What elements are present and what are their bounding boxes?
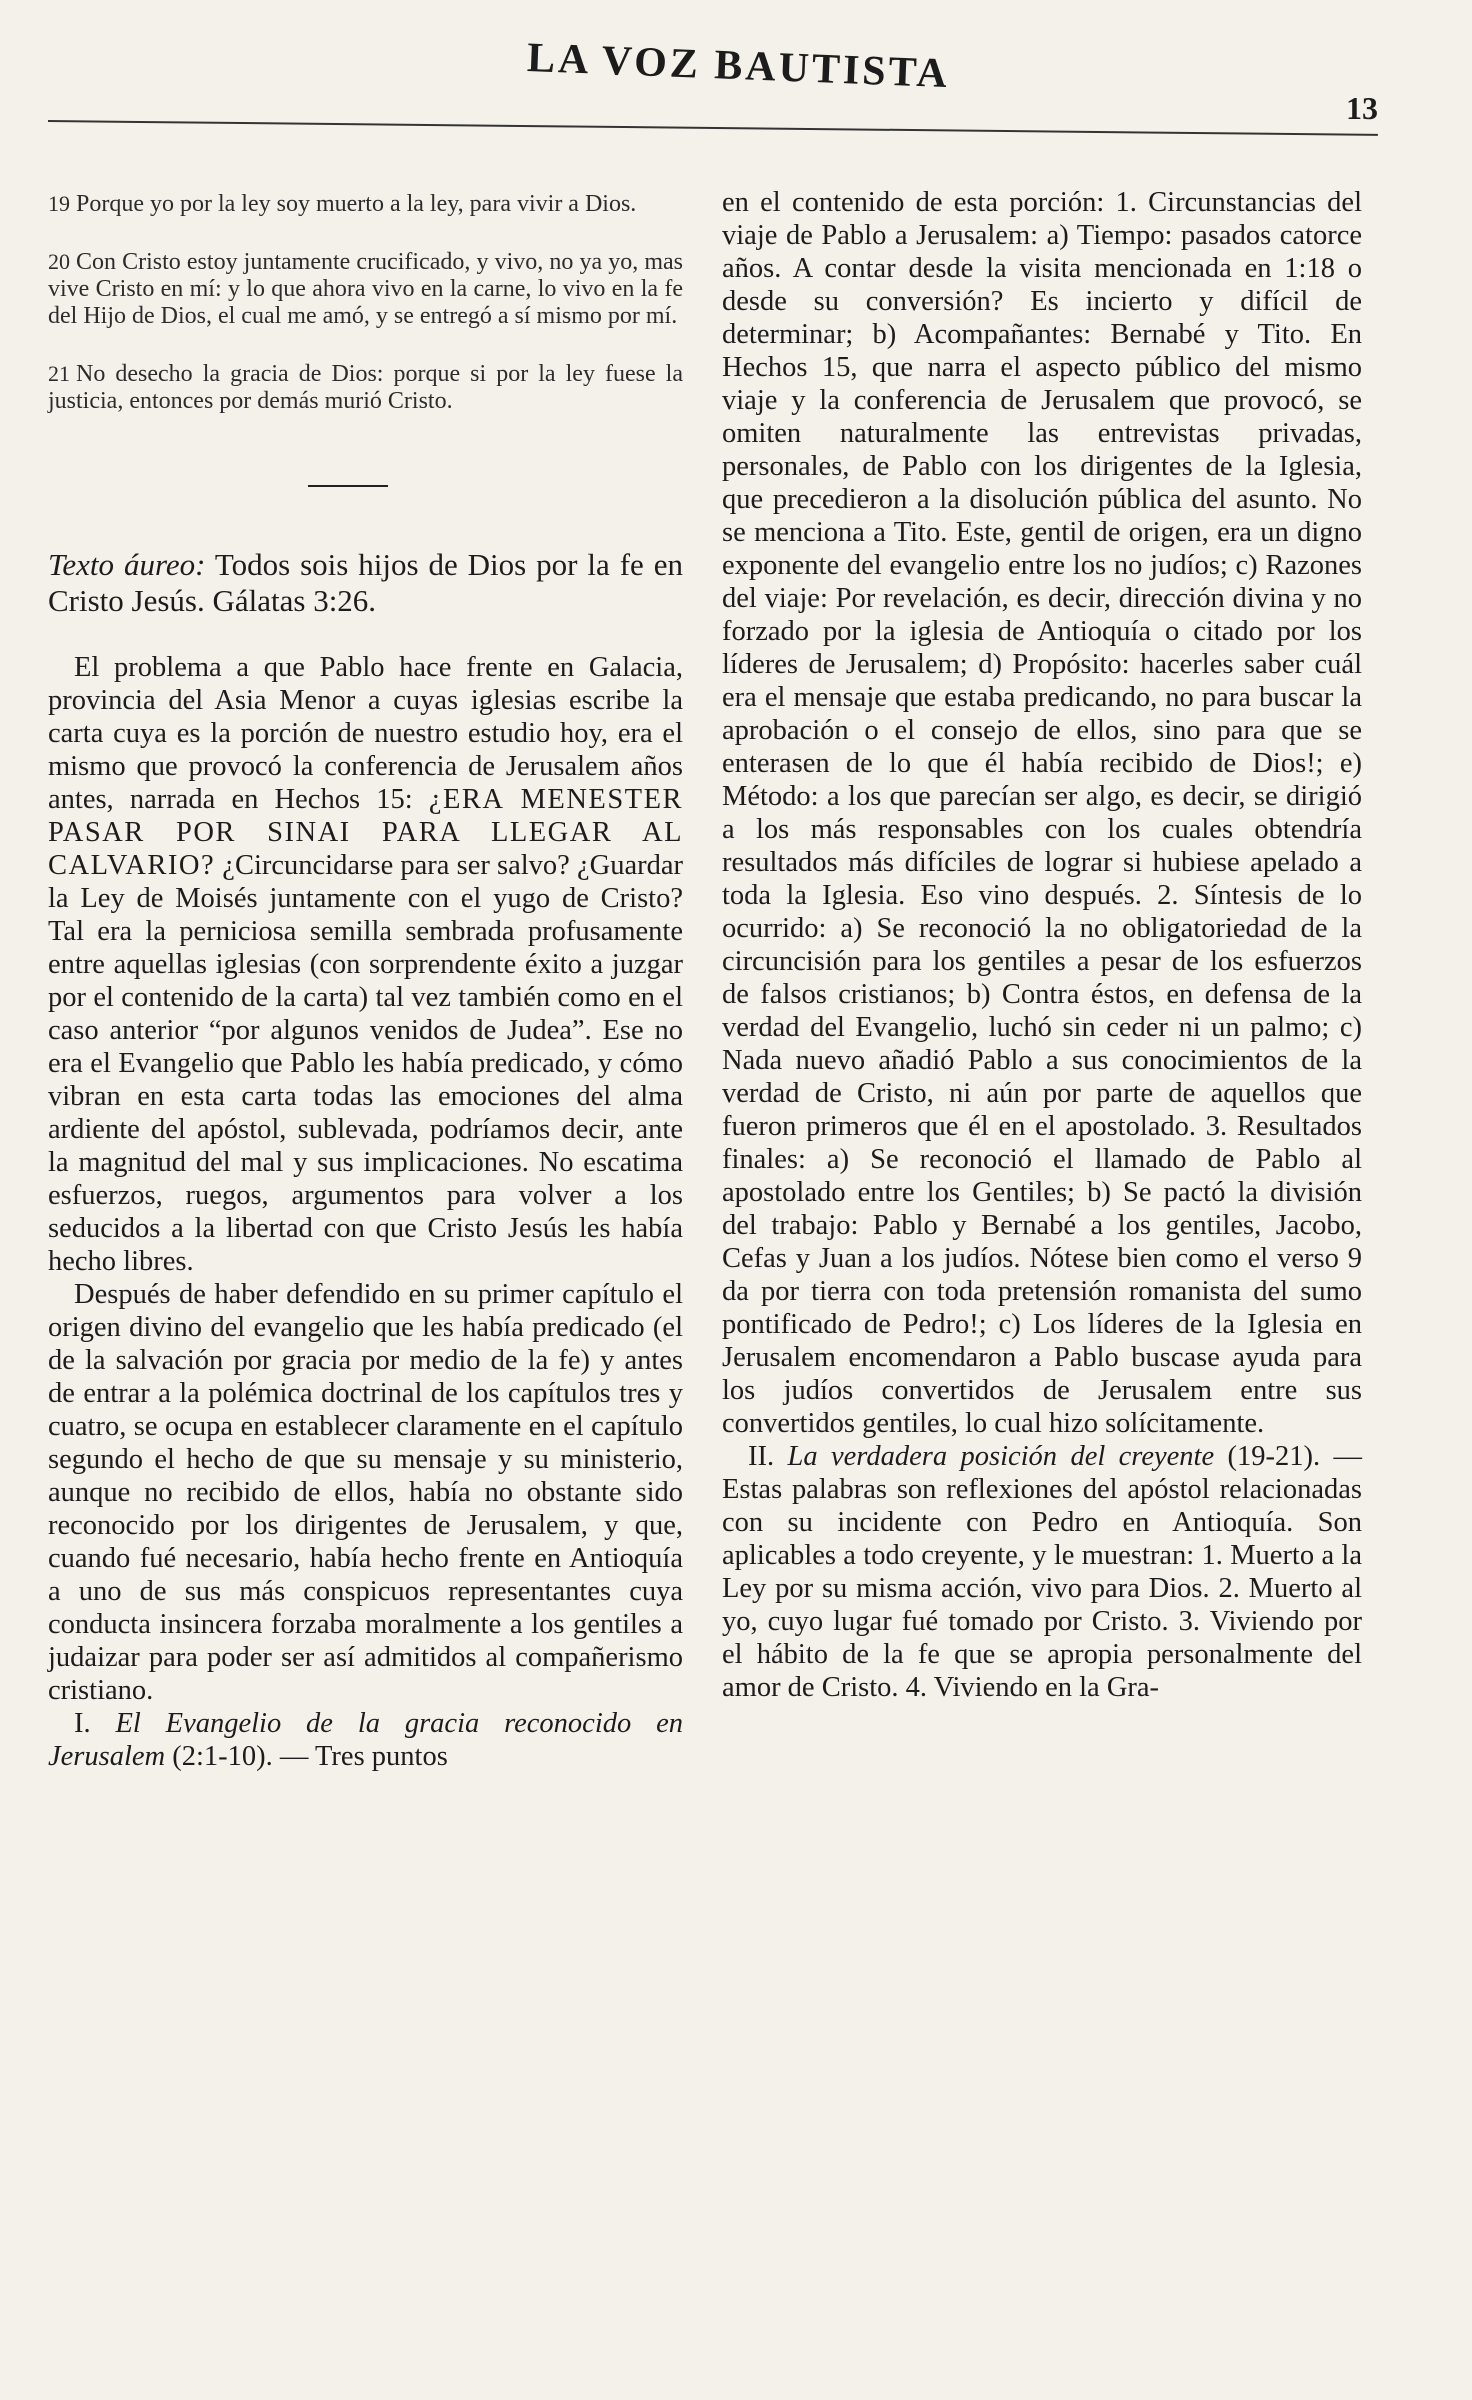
verse-text: No desecho la gracia de Dios: porque si por la ley fuese la justicia, entonces por demás murió Cristo.: [48, 361, 683, 414]
verse-19: [48, 190, 683, 218]
section-number: II.: [748, 1441, 775, 1472]
verse-20: [48, 248, 683, 330]
golden-text-label: Texto áureo:: [48, 547, 206, 582]
section-heading-paragraph: [722, 1440, 1362, 1704]
verse-text: Con Cristo estoy juntamente crucificado, y vivo, no ya yo, mas vive Cristo en mí: y lo que ahora vivo en la carne, lo vivo en la fe del Hijo de Dios, el cual me amó, y se entregó a sí mismo por mí.: [48, 249, 683, 329]
paragraph-text: ¿Circuncidarse para ser salvo? ¿Guardar la Ley de Moisés juntamente con el yugo de Cristo? Tal era la perniciosa semilla sembrada profusamente entre aquellas iglesias (con sorprendente éxito a juzgar por el contenido de la carta) tal vez también como en el caso anterior “por algunos venidos de Judea”. Ese no era el Evangelio que Pablo les había predicado, y cómo vibran en esta carta todas las emociones del alma ardiente del apóstol, sublevada, podríamos decir, ante la magnitud del mal y sus implicaciones. No escatima esfuerzos, ruegos, argumentos para volver a los seducidos a la libertad con que Cristo Jesús les había hecho libres.: [48, 850, 684, 1277]
left-column: [48, 190, 683, 1773]
section-divider: [308, 485, 388, 487]
verse-text: Porque yo por la ley soy muerto a la ley, para vivir a Dios.: [76, 191, 637, 217]
page-number: 13: [1346, 90, 1378, 126]
paragraph-text: Después de haber defendido en su primer capítulo el origen divino del evangelio que les había predicado (el de la salvación por gracia por medio de la fe) y antes de entrar a la polémica doctrinal de los capítulos tres y cuatro, se ocupa en establecer claramente en el capítulo segundo el hecho de que su mensaje y su ministerio, aunque no recibido de ellos, había no obstante sido reconocido por los dirigentes de Jerusalem, y que, cuando fué necesario, había hecho frente en Antioquía a uno de sus más conspicuos representantes cuya conducta insincera forzaba moralmente a los gentiles a judaizar para poder ser así admitidos al compañerismo cristiano.: [48, 1279, 683, 1706]
verse-number: 19: [48, 191, 70, 216]
right-column: [722, 186, 1362, 1704]
section-heading-paragraph: [48, 1707, 683, 1773]
golden-text-body: Todos sois hijos de Dios por la fe en Cristo Jesús. Gálatas 3:26.: [48, 547, 683, 618]
paragraph: [48, 651, 683, 1278]
golden-text: [48, 547, 683, 619]
verse-number: 20: [48, 249, 70, 274]
paragraph-text: (2:1-10). — Tres puntos: [172, 1741, 448, 1772]
paragraph: [48, 1278, 683, 1707]
section-title: La verdadera posición del creyente: [787, 1441, 1215, 1472]
page-header: [48, 20, 1378, 140]
paragraph-text: en el contenido de esta porción: 1. Circunstancias del viaje de Pablo a Jerusalem: a) Tiempo: pasados catorce años. A contar desde la visita mencionada en 1:18 o desde su conversión? Es incierto y difícil de determinar; b) Acompañantes: Bernabé y Tito. En Hechos 15, que narra el aspecto público del mismo viaje y la conferencia de Jerusalem que provocó, se omiten naturalmente las entrevistas privadas, personales, de Pablo con los dirigentes de la Iglesia, que precedieron a la disolución pública del asunto. No se menciona a Tito. Este, gentil de origen, era un digno exponente del evangelio entre los no judíos; c) Razones del viaje: Por revelación, es decir, dirección divina y no forzado por la iglesia de Antioquía o citado por los líderes de Jerusalem; d) Propósito: hacerles saber cuál era el mensaje que estaba predicando, no para buscar la aprobación o el consejo de ellos, sino para que se enterasen de lo que él había recibido de Dios!; e) Método: a los que parecían ser algo, es decir, se dirigió a los más responsables con los cuales obtendría resultados más difíciles de lograr si hubiese apelado a toda la Iglesia. Eso vino después. 2. Síntesis de lo ocurrido: a) Se reconoció la no obligatoriedad de la circuncisión para los gentiles a pesar de los esfuerzos de falsos cristianos; b) Contra éstos, en defensa de la verdad del Evangelio, luchó sin ceder ni un palmo; c) Nada nuevo añadió Pablo a sus conocimientos de la verdad de Cristo, ni aún por parte de aquellos que fueron primeros que él en el apostolado. 3. Resultados finales: a) Se reconoció el llamado de Pablo al apostolado entre los Gentiles; b) Se pactó la división del trabajo: Pablo y Bernabé a los gentiles, Jacobo, Cefas y Juan a los judíos. Nótese bien como el verso 9 da por tierra con toda pretensión romanista del sumo pontificado de Pedro!; c) Los líderes de la Iglesia en Jerusalem encomendaron a Pablo buscase ayuda para los judíos convertidos de Jerusalem entre sus convertidos gentiles, lo cual hizo solícitamente.: [722, 187, 1362, 1439]
section-title: El Evangelio de la gracia reconocido en Jerusalem: [48, 1708, 683, 1772]
header-rule: [48, 120, 1378, 136]
paragraph-text: (19-21). — Estas palabras son reflexiones del apóstol relacionadas con su incidente con Pedro en Antioquía. Son aplicables a todo creyente, y le muestran: 1. Muerto a la Ley por su misma acción, vivo para Dios. 2. Muerto al yo, cuyo lugar fué tomado por Cristo. 3. Viviendo por el hábito de la fe que se apropia personalmente del amor de Cristo. 4. Viviendo en la Gra-: [722, 1441, 1363, 1703]
section-number: I.: [74, 1708, 91, 1739]
verse-number: 21: [48, 361, 70, 386]
paragraph-caps-question: ¿ERA MENESTER PASAR POR SINAI PARA LLEGAR AL CALVARIO?: [48, 784, 684, 881]
verse-21: [48, 360, 683, 415]
paragraph-text: El problema a que Pablo hace frente en Galacia, provincia del Asia Menor a cuyas iglesias escribe la carta cuya es la porción de nuestro estudio hoy, era el mismo que provocó la conferencia de Jerusalem años antes, narrada en Hechos 15:: [48, 652, 683, 815]
running-title: LA VOZ BAUTISTA: [526, 34, 951, 98]
paragraph: [722, 186, 1362, 1440]
